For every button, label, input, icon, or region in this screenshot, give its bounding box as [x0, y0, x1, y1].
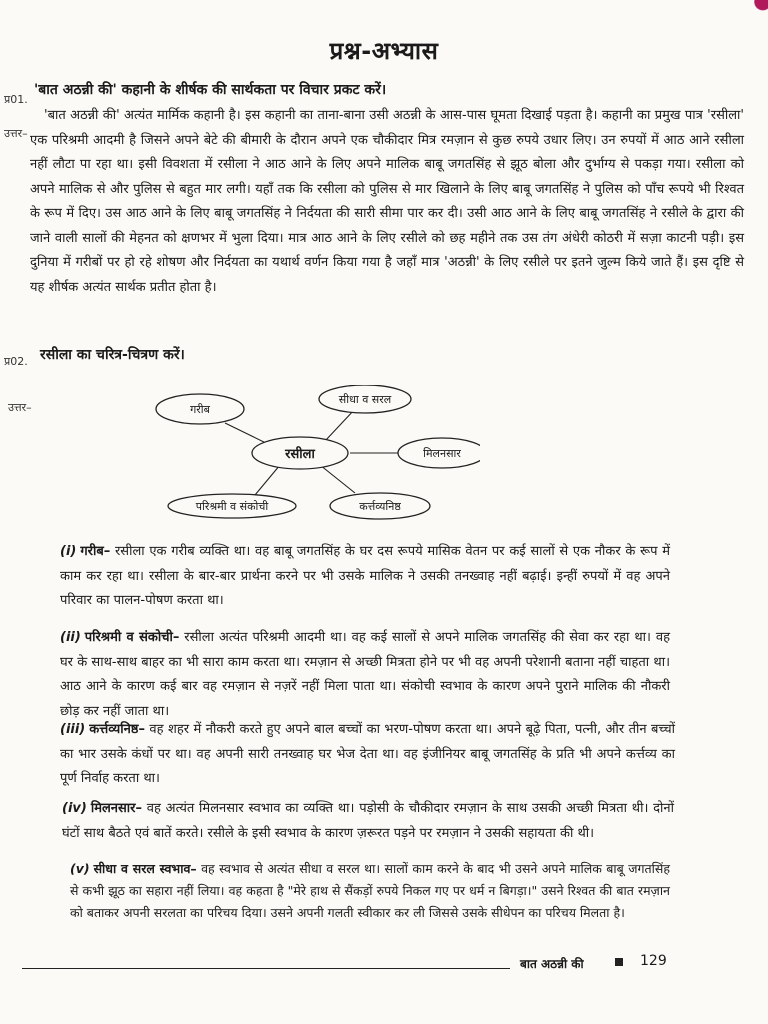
trait-text: रसीला एक गरीब व्यक्ति था। वह बाबू जगतसिंह के घर दस रूपये मासिक वेतन पर कई सालों से एक नौकर के रूप में काम कर रहा था। रसीला के बार-बार प्रार्थना करने पर भी उसके मालिक ने उसकी तनख्वाह नहीं बढ़ाई। इन्हीं रुपयों में वह अपने परिवार का पालन-पोषण करता था।: [60, 544, 670, 608]
trait-number: (v): [70, 861, 90, 876]
page-title: प्रश्न-अभ्यास: [329, 37, 439, 65]
q2-question: रसीला का चरित्र-चित्रण करें।: [40, 347, 185, 363]
trait-heading: कर्त्तव्यनिष्ठ–: [89, 722, 145, 737]
trait-heading: मिलनसार–: [90, 801, 142, 816]
trait-text: वह अत्यंत मिलनसार स्वभाव का व्यक्ति था। पड़ोसी के चौकीदार रमज़ान के साथ उसकी अच्छी मित्रता थी। दोनों घंटों साथ बैठते एवं बातें करते। रसीले के इसी स्वभाव के कारण ज़रूरत पड़ने पर रमज़ान ने उसकी सहायता की थी।: [62, 801, 674, 841]
trait-text: रसीला अत्यंत परिश्रमी आदमी था। वह कई सालों से अपने मालिक जगतसिंह की सेवा कर रहा था। वह घर के साथ-साथ बाहर का भी सारा काम करता था। रमज़ान से अच्छी मित्रता होने पर भी वह अपनी परेशानी बताना नहीं चाहता था। आठ आने के कारण कई बार वह रमज़ान से नज़रें नहीं मिला पाता था। संकोची स्वभाव के कारण अपने पुराने मालिक की नौकरी छोड़ कर नहीं जाता था।: [60, 630, 670, 719]
node-parishrami-label: परिश्रमी व संकोची: [195, 500, 269, 513]
mind-map-svg: [150, 385, 480, 520]
q2-label: प्र02.: [4, 355, 28, 368]
node-gareeb-label: गरीब: [190, 403, 210, 416]
footer-chapter-name: बात अठन्नी की: [520, 957, 584, 971]
node-milansar-label: मिलनसार: [423, 447, 461, 460]
trait-text: वह स्वभाव से अत्यंत सीधा व सरल था। सालों काम करने के बाद भी उसने अपने मालिक बाबू जगतसिंह से कभी झूठ का सहारा नहीं लिया। वह कहता है "मेरे हाथ से सैंकड़ों रुपये निकल गए पर धर्म न बिगड़ा।" उसने रिश्वत की बात रमज़ान को बताकर अपनी सरलता का परिचय दिया। उसने अपनी गलती स्वीकार कर ली जिससे उसके सीधेपन का परिचय मिलता है।: [70, 861, 671, 920]
footer-rule: [22, 968, 510, 969]
q1-answer-label: उत्तर–: [4, 127, 28, 140]
trait-heading: गरीब–: [80, 544, 111, 559]
q1-question: 'बात अठन्नी की' कहानी के शीर्षक की सार्थकता पर विचार प्रकट करें।: [34, 82, 387, 98]
character-mind-map: [150, 385, 480, 520]
connector-parishrami: [255, 465, 280, 495]
trait-heading: परिश्रमी व संकोची–: [84, 630, 180, 645]
page-number: 129: [640, 953, 667, 969]
trait-number: (ii): [60, 630, 81, 645]
node-kartavya-label: कर्त्तव्यनिष्ठ: [359, 500, 401, 513]
node-seedha-label: सीधा व सरल: [338, 393, 392, 406]
q1-label: प्र01.: [4, 93, 28, 106]
corner-ink-mark: [742, 0, 768, 18]
trait-number: (iv): [62, 801, 87, 816]
node-center-label: रसीला: [285, 447, 315, 462]
footer-square-bullet: [615, 958, 623, 966]
trait-item: [62, 797, 674, 846]
trait-item: [60, 540, 670, 614]
connector-gareeb: [225, 423, 270, 445]
trait-item: [70, 858, 670, 924]
connector-seedha: [325, 409, 355, 441]
trait-number: (i): [60, 544, 77, 559]
connector-kartavya: [320, 465, 355, 493]
trait-number: (iii): [60, 722, 86, 737]
trait-item: [60, 718, 675, 792]
q1-answer-paragraph: 'बात अठन्नी की' अत्यंत मार्मिक कहानी है। इस कहानी का ताना-बाना उसी अठन्नी के आस-पास घूमता दिखाई पड़ता है। कहानी का प्रमुख पात्र 'रसीला' एक परिश्रमी आदमी है जिसने अपने बेटे की बीमारी के दौरान अपने एक चौकीदार मित्र रमज़ान से कुछ रुपये उधार लिए। उन रुपयों में आठ आने रसीला नहीं लौटा पा रहा था। इसी विवशता में रसीला ने आठ आने के लिए अपने मालिक बाबू जगतसिंह से झूठ बोला और दुर्भाग्य से पकड़ा गया। रसीला को अपने मालिक से और पुलिस से बहुत मार लगी। यहाँ तक कि रसीला को पुलिस से मार खिलाने के लिए बाबू जगतसिंह ने पुलिस को पाँच रूपये भी रिश्वत के रूप में दिए। उस आठ आने के लिए बाबू जगतसिंह ने निर्दयता की सारी सीमा पार कर दी। उसी आठ आने के लिए बाबू जगतसिंह ने रसीले के द्वारा की जाने वाली सालों की मेहनत को क्षणभर में भुला दिया। मात्र आठ आने के लिए रसीले को छह महीने तक उस तंग अंधेरी कोठरी में सज़ा काटनी पड़ी। इस दुनिया में गरीबों पर हो रहे शोषण और निर्दयता का यथार्थ वर्णन किया गया है जहाँ मात्र 'अठन्नी' के लिए रसीले पर इतने जुल्म किये जाते हैं। इस दृष्टि से यह शीर्षक अत्यंत सार्थक प्रतीत होता है।: [30, 108, 744, 295]
trait-heading: सीधा व सरल स्वभाव–: [93, 861, 197, 876]
trait-item: [60, 626, 670, 724]
q2-answer-label: उत्तर–: [8, 401, 32, 414]
trait-text: वह शहर में नौकरी करते हुए अपने बाल बच्चों का भरण-पोषण करता था। अपने बूढ़े पिता, पत्नी, और तीन बच्चों का भार उसके कंधों पर था। वह अपनी सारी तनख्वाह घर भेज देता था। वह इंजीनियर बाबू जगतसिंह के प्रति भी अपने कर्त्तव्य का पूर्ण निर्वाह करता था।: [60, 722, 675, 786]
